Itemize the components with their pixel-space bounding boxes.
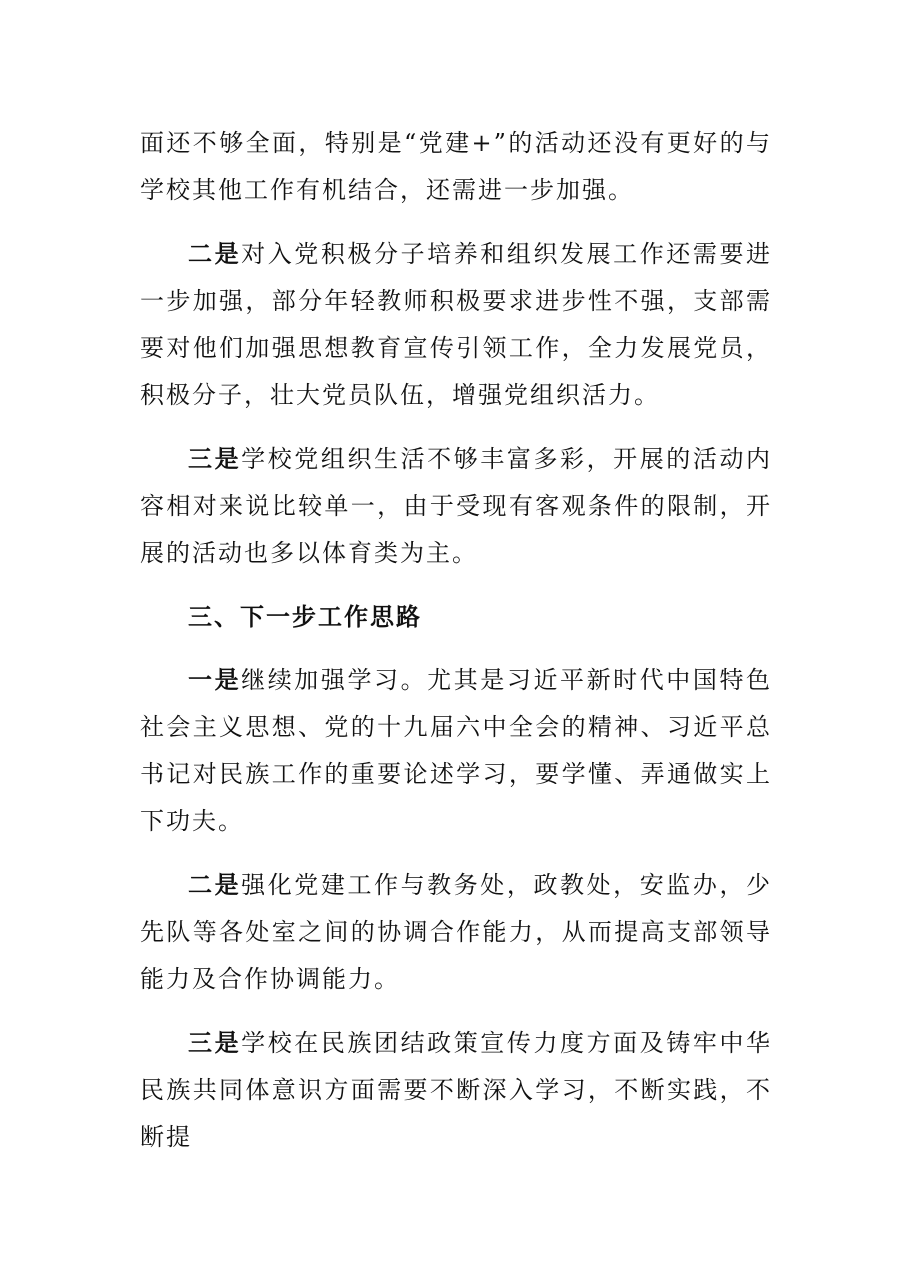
paragraph-text: 对入党积极分子培养和组织发展工作还需要进一步加强，部分年轻教师积极要求进步性不强，支部需要对他们加强思想教育宣传引领工作，全力发展党员，积极分子，壮大党员队伍，增强党组织活力。 [140, 240, 773, 409]
paragraph-text: 学校党组织生活不够丰富多彩，开展的活动内容相对来说比较单一，由于受现有客观条件的限制，开展的活动也多以体育类为主。 [140, 445, 773, 567]
paragraph-lead: 一是 [188, 665, 242, 694]
paragraph-plan-three [140, 1019, 772, 1161]
section-heading: 三、下一步工作思路 [188, 602, 422, 631]
paragraph-text: 继续加强学习。尤其是习近平新时代中国特色社会主义思想、党的十九届六中全会的精神、习近平总书记对民族工作的重要论述学习，要学懂、弄通做实上下功夫。 [140, 666, 773, 835]
paragraph-lead: 三是 [188, 444, 242, 473]
paragraph-issue-three [140, 435, 772, 577]
paragraph-text: 学校在民族团结政策宣传力度方面及铸牢中华民族共同体意识方面需要不断深入学习，不断实践，不断提 [140, 1029, 773, 1151]
paragraph-lead: 二是 [188, 870, 242, 899]
paragraph-plan-two [140, 861, 772, 1003]
paragraph-text: 面还不够全面，特别是“党建+”的活动还没有更好的与学校其他工作有机结合，还需进一步加强。 [140, 129, 772, 204]
paragraph-lead: 二是 [188, 239, 242, 268]
paragraph-plan-one [140, 656, 772, 845]
document-body [140, 120, 772, 1161]
paragraph-text: 强化党建工作与教务处，政教处，安监办，少先队等各处室之间的协调合作能力，从而提高支部领导能力及合作协调能力。 [140, 871, 773, 993]
paragraph-continuation [140, 120, 772, 214]
paragraph-issue-two [140, 230, 772, 419]
paragraph-lead: 三是 [188, 1028, 242, 1057]
